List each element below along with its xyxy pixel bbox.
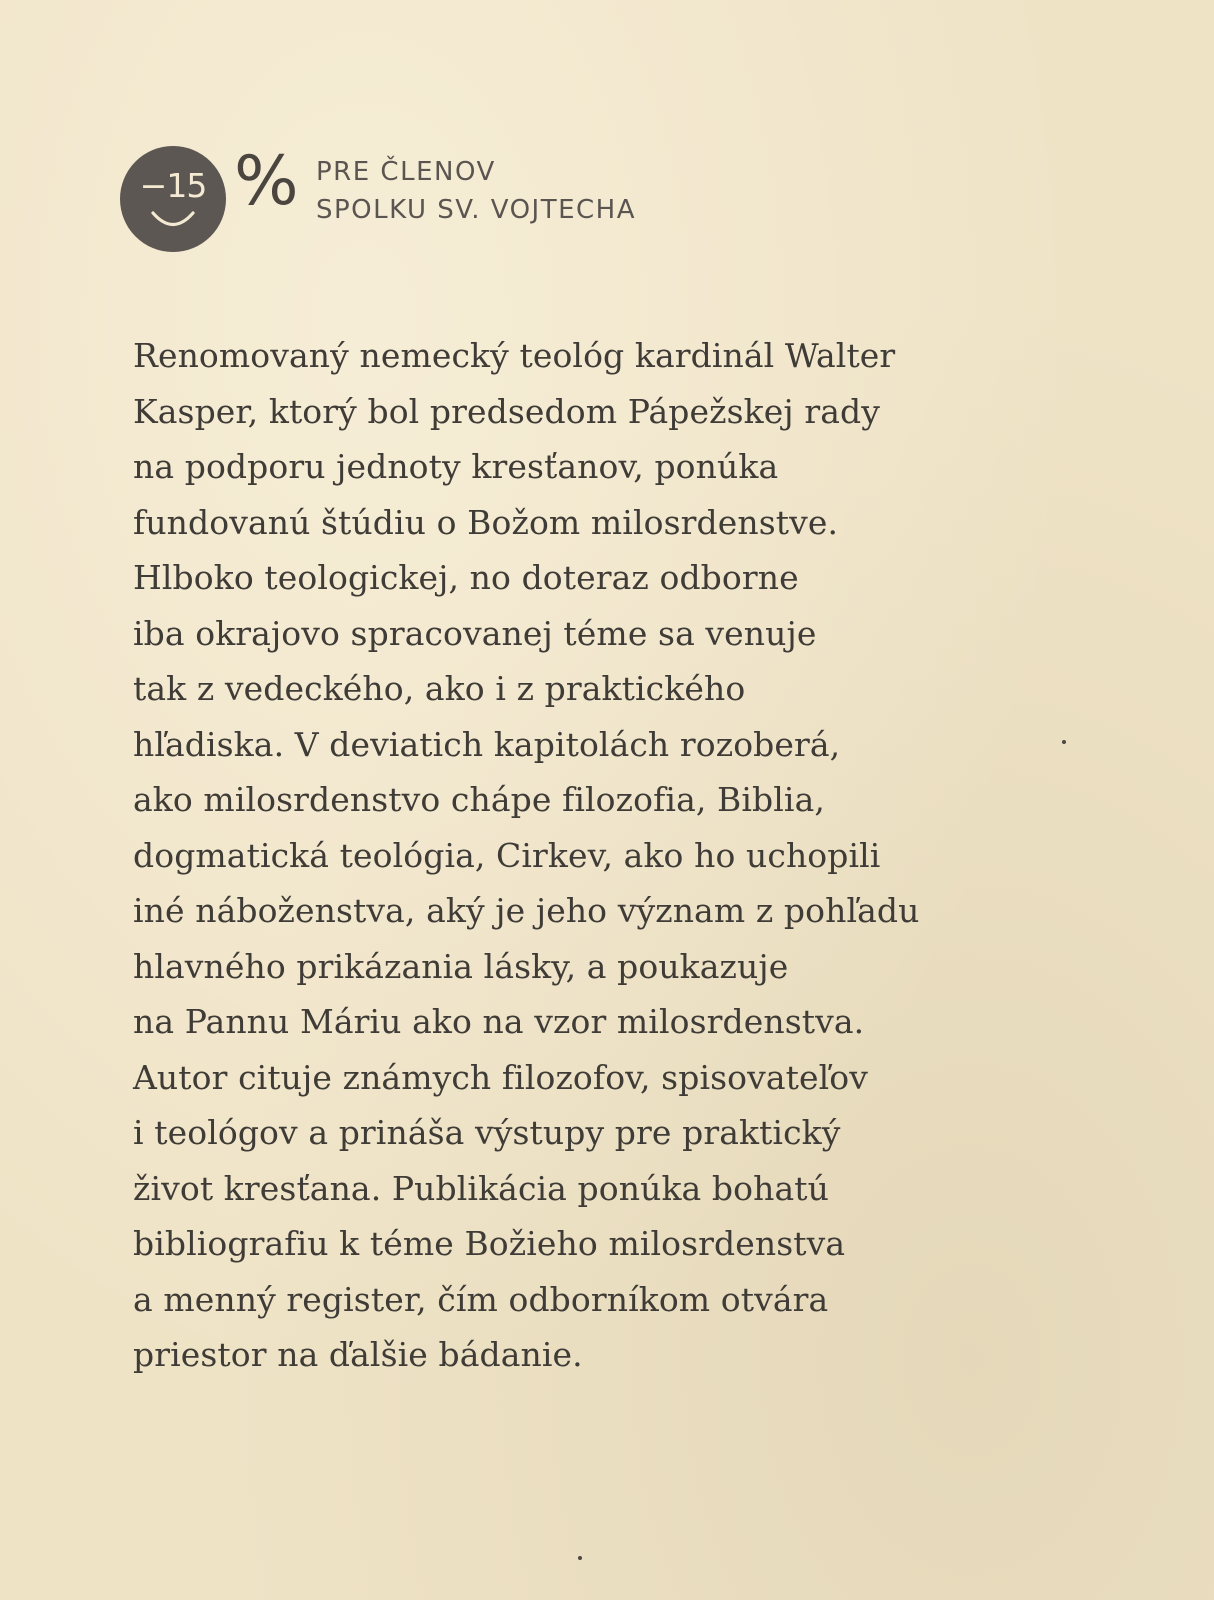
- member-note-line-2: SPOLKU SV. VOJTECHA: [316, 195, 637, 225]
- description-line: iné náboženstva, aký je jeho význam z pohľadu: [133, 891, 920, 930]
- description-line: fundovanú štúdiu o Božom milosrdenstve.: [133, 502, 839, 542]
- description-line: iba okrajovo spracovanej téme sa venuje: [133, 613, 817, 653]
- paper-speck: [578, 1556, 582, 1560]
- description-line: hlavného prikázania lásky, a poukazuje: [133, 946, 789, 986]
- member-discount-note: [316, 153, 636, 229]
- description-line: na podporu jednoty kresťanov, ponúka: [133, 447, 779, 486]
- description-line: a menný register, čím odborníkom otvára: [133, 1279, 829, 1319]
- discount-badge: [120, 146, 226, 252]
- description-line: ako milosrdenstvo chápe filozofia, Biblia,: [133, 780, 825, 819]
- book-description: [133, 328, 1153, 1383]
- discount-number: −15: [139, 166, 207, 205]
- description-line: Kasper, ktorý bol predsedom Pápežskej rady: [133, 391, 880, 431]
- description-line: priestor na ďalšie bádanie.: [133, 1335, 583, 1374]
- description-line: hľadiska. V deviatich kapitolách rozoberá,: [133, 724, 841, 764]
- description-line: Hlboko teologickej, no doteraz odborne: [133, 558, 799, 597]
- description-line: bibliografiu k téme Božieho milosrdenstva: [133, 1224, 846, 1263]
- description-line: Renomovaný nemecký teológ kardinál Walter: [133, 336, 896, 375]
- description-line: Autor cituje známych filozofov, spisovateľov: [133, 1057, 868, 1097]
- percent-sign: %: [234, 142, 299, 221]
- description-line: i teológov a prináša výstupy pre praktický: [133, 1113, 841, 1152]
- description-line: dogmatická teológia, Cirkev, ako ho uchopili: [133, 835, 881, 875]
- member-note-line-1: PRE ČLENOV: [316, 157, 496, 187]
- description-line: tak z vedeckého, ako i z praktického: [133, 669, 746, 708]
- paper-speck: [1062, 740, 1066, 744]
- description-line: na Pannu Máriu ako na vzor milosrdenstva.: [133, 1002, 865, 1041]
- description-line: život kresťana. Publikácia ponúka bohatú: [133, 1168, 829, 1208]
- smile-icon: [150, 210, 196, 230]
